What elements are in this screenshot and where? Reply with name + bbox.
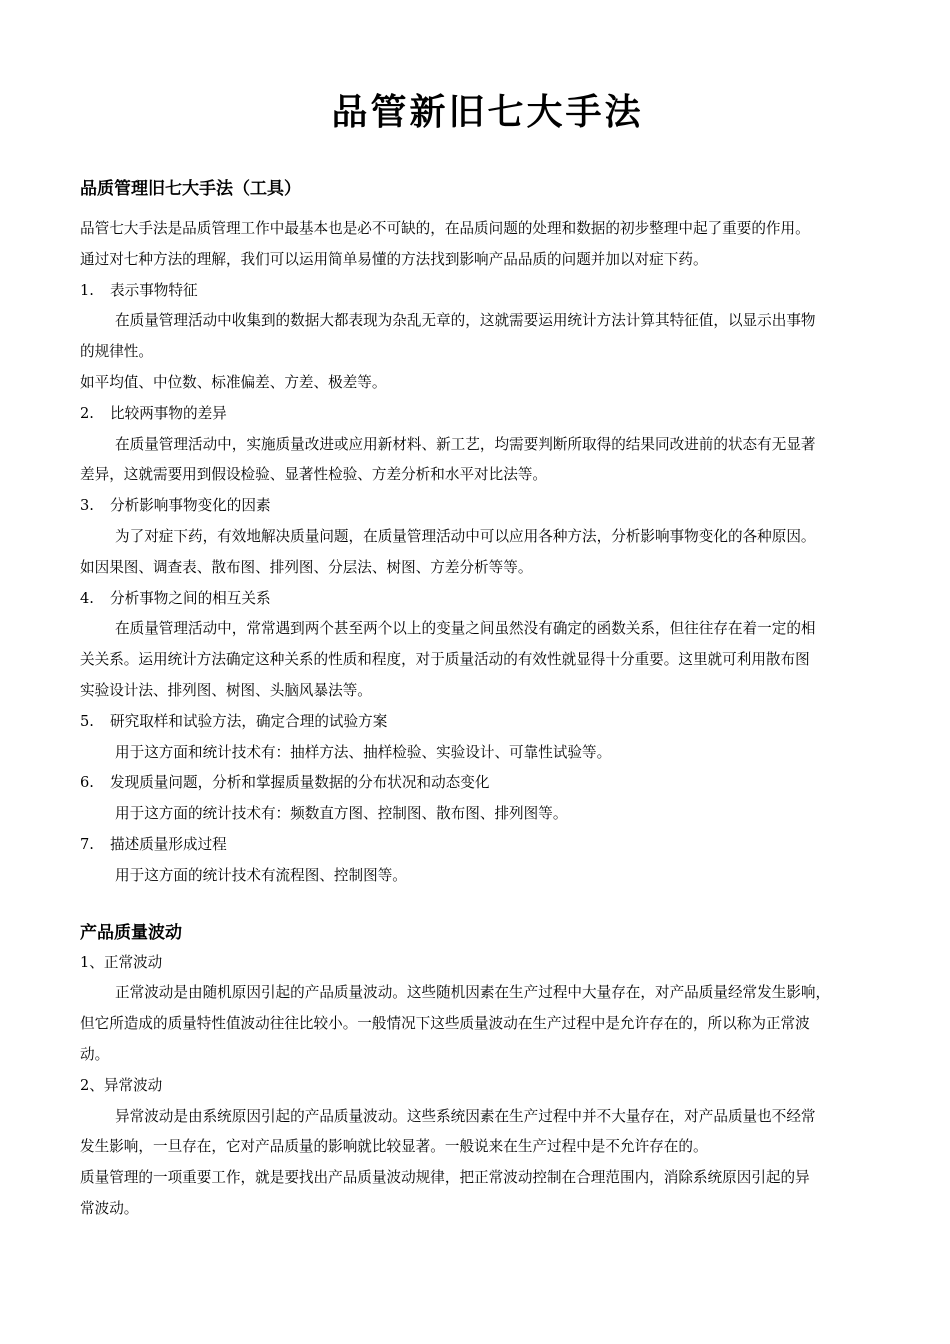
list-item-number: 2.: [80, 404, 94, 422]
paragraph-line: 发生影响，一旦存在，它对产品质量的影响就比较显著。一般说来在生产过程中是不允许存在的。: [80, 1138, 708, 1156]
list-item-title: 表示事物特征: [110, 281, 198, 299]
list-item-number: 3.: [80, 497, 94, 515]
list-item-heading: [80, 584, 895, 615]
intro-line: 通过对七种方法的理解，我们可以运用简单易懂的方法找到影响产品品质的问题并加以对症下药。: [80, 250, 708, 268]
list-item-title: 发现质量问题，分析和掌握质量数据的分布状况和动态变化: [110, 774, 490, 792]
list-item-heading: [80, 491, 895, 522]
list-item-number: 6.: [80, 774, 94, 792]
paragraph-line: 如平均值、中位数、标准偏差、方差、极差等。: [80, 373, 387, 391]
paragraph-line: 实验设计法、排列图、树图、头脑风暴法等。: [80, 681, 372, 699]
paragraph-line: 关关系。运用统计方法确定这种关系的性质和程度，对于质量活动的有效性就显得十分重要。这里就可利用散布图: [80, 651, 810, 669]
list-item-heading: [80, 830, 895, 861]
list-item-heading: [80, 276, 895, 307]
conclusion-line: 质量管理的一项重要工作，就是要找出产品质量波动规律，把正常波动控制在合理范围内，消除系统原因引起的异: [80, 1169, 810, 1187]
paragraph-line: 正常波动是由随机原因引起的产品质量波动。这些随机因素在生产过程中大量存在，对产品质量经常发生影响，: [115, 984, 831, 1002]
list-item-title: 分析影响事物变化的因素: [110, 497, 271, 515]
list-item-title: 分析事物之间的相互关系: [110, 589, 271, 607]
paragraph-line: 在质量管理活动中，常常遇到两个甚至两个以上的变量之间虽然没有确定的函数关系，但往往存在着一定的相: [115, 620, 816, 638]
list-item-heading: 2、异常波动: [80, 1076, 163, 1094]
document-body: [80, 174, 895, 1225]
list-item-number: 5.: [80, 712, 94, 730]
paragraph-line: 差异，这就需要用到假设检验、显著性检验、方差分析和水平对比法等。: [80, 466, 548, 484]
paragraph-line: 为了对症下药，有效地解决质量问题，在质量管理活动中可以应用各种方法，分析影响事物变化的各种原因。: [115, 527, 816, 545]
list-item-number: 7.: [80, 835, 94, 853]
document-title: 品管新旧七大手法: [331, 91, 644, 133]
conclusion-line: 常波动。: [80, 1199, 139, 1217]
paragraph-line: 用于这方面的统计技术有：频数直方图、控制图、散布图、排列图等。: [115, 805, 568, 823]
paragraph-line: 异常波动是由系统原因引起的产品质量波动。这些系统因素在生产过程中并不大量存在，对产品质量也不经常: [115, 1107, 816, 1125]
list-item-heading: 1、正常波动: [80, 953, 163, 971]
list-item-heading: [80, 707, 895, 738]
list-item-heading: [80, 399, 895, 430]
intro-line: 品管七大手法是品质管理工作中最基本也是必不可缺的，在品质问题的处理和数据的初步整理中起了重要的作用。: [80, 220, 810, 237]
list-item-title: 比较两事物的差异: [110, 404, 227, 422]
section-heading-quality-fluctuation: 产品质量波动: [80, 922, 182, 943]
list-item-title: 研究取样和试验方法，确定合理的试验方案: [110, 712, 388, 730]
paragraph-line: 用于这方面和统计技术有：抽样方法、抽样检验、实验设计、可靠性试验等。: [115, 743, 612, 761]
list-item-number: 4.: [80, 589, 94, 607]
section-heading-old-seven-tools: 品质管理旧七大手法（工具）: [80, 179, 301, 199]
paragraph-line: 但它所造成的质量特性值波动往往比较小。一般情况下这些质量波动在生产过程中是允许存在的，所以称为正常波: [80, 1015, 810, 1033]
paragraph-line: 如因果图、调查表、散布图、排列图、分层法、树图、方差分析等等。: [80, 558, 533, 576]
paragraph-line: 动。: [80, 1045, 110, 1063]
spacer: [80, 892, 895, 918]
paragraph-line: 用于这方面的统计技术有流程图、控制图等。: [115, 866, 407, 884]
spacer: [80, 204, 895, 214]
list-item-title: 描述质量形成过程: [110, 835, 227, 853]
paragraph-line: 在质量管理活动中，实施质量改进或应用新材料、新工艺，均需要判断所取得的结果同改进前的状态有无显著: [115, 435, 816, 453]
paragraph-line: 在质量管理活动中收集到的数据大都表现为杂乱无章的，这就需要运用统计方法计算其特征值，以显示出事物: [115, 312, 816, 330]
paragraph-line: 的规律性。: [80, 343, 153, 361]
list-item-number: 1.: [80, 281, 94, 299]
list-item-heading: [80, 768, 895, 799]
